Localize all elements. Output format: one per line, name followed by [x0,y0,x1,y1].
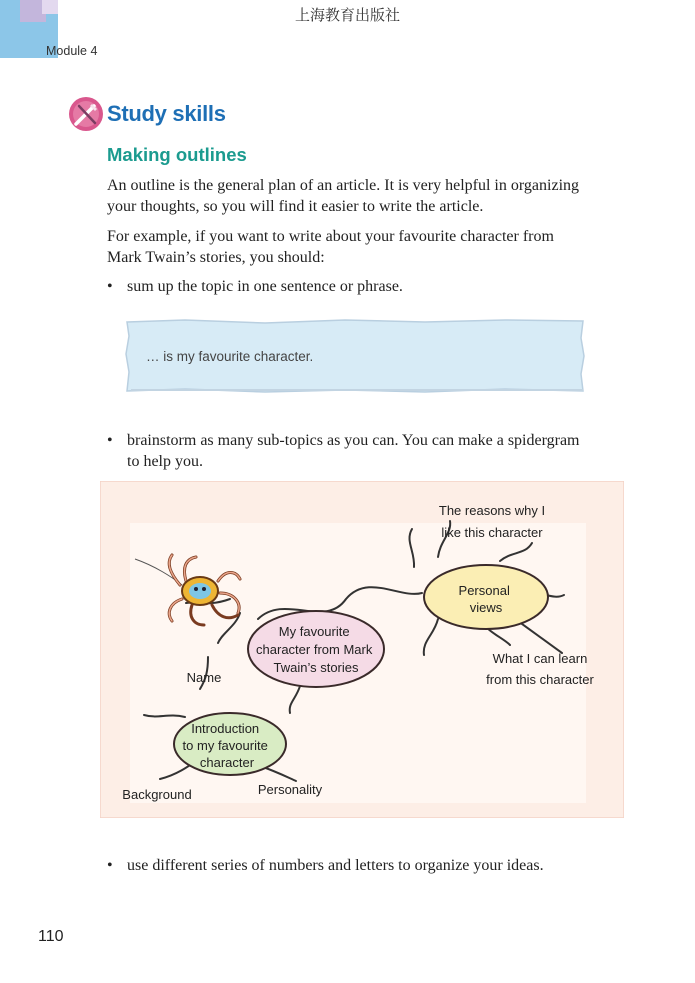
introduction-line: to my favourite [182,738,268,753]
spidergram-diagram [100,481,624,818]
example-note-text: … is my favourite character. [146,349,314,364]
module-label: Module 4 [46,44,98,58]
bullet-brainstorm [107,430,637,472]
paragraph-line: your thoughts, so you will find it easier to write the article. [107,198,484,215]
name-label: Name [186,670,222,685]
introduction-line: character [199,755,255,770]
bullet-text: sum up the topic in one sentence or phrase. [127,278,403,295]
paragraph-line: For example, if you want to write about your favourite character from [107,228,554,245]
bullet-dot: • [107,278,113,295]
personal-views-line: Personal [458,583,510,598]
personality-label: Personality [257,782,323,797]
subsection-title: Making outlines [107,144,247,165]
center-topic-line: My favourite [278,624,350,639]
center-topic-line: Twain’s stories [273,660,359,675]
introduction-line: Introduction [191,721,260,736]
center-topic-line: character from Mark [256,642,373,657]
bullet-text: use different series of numbers and letters to organize your ideas. [127,857,544,874]
personal-views-line: views [469,600,503,615]
learn-label-line1: What I can learn [492,651,588,666]
bullet-sum-up [107,276,637,297]
paragraph-line: Mark Twain’s stories, you should: [107,249,325,266]
paragraph-line: An outline is the general plan of an article. It is very helpful in organizing [107,177,580,194]
bullet-dot: • [107,432,113,449]
study-skills-icon [68,96,104,132]
learn-label-line2: from this character [486,672,594,687]
paragraph-outline-intro [107,175,637,217]
bullet-text: brainstorm as many sub-topics as you can. You can make a spidergram [127,432,580,449]
page-number: 110 [38,928,64,945]
reasons-label-line2: like this character [441,525,543,540]
paragraph-example [107,226,637,268]
publisher-header: 上海教育出版社 [294,6,400,24]
bullet-text: to help you. [127,453,203,470]
section-title: Study skills [107,101,226,126]
bullet-organize [107,855,637,876]
bullet-dot: • [107,857,113,874]
reasons-label-line1: The reasons why I [438,503,546,518]
background-label: Background [122,787,192,802]
